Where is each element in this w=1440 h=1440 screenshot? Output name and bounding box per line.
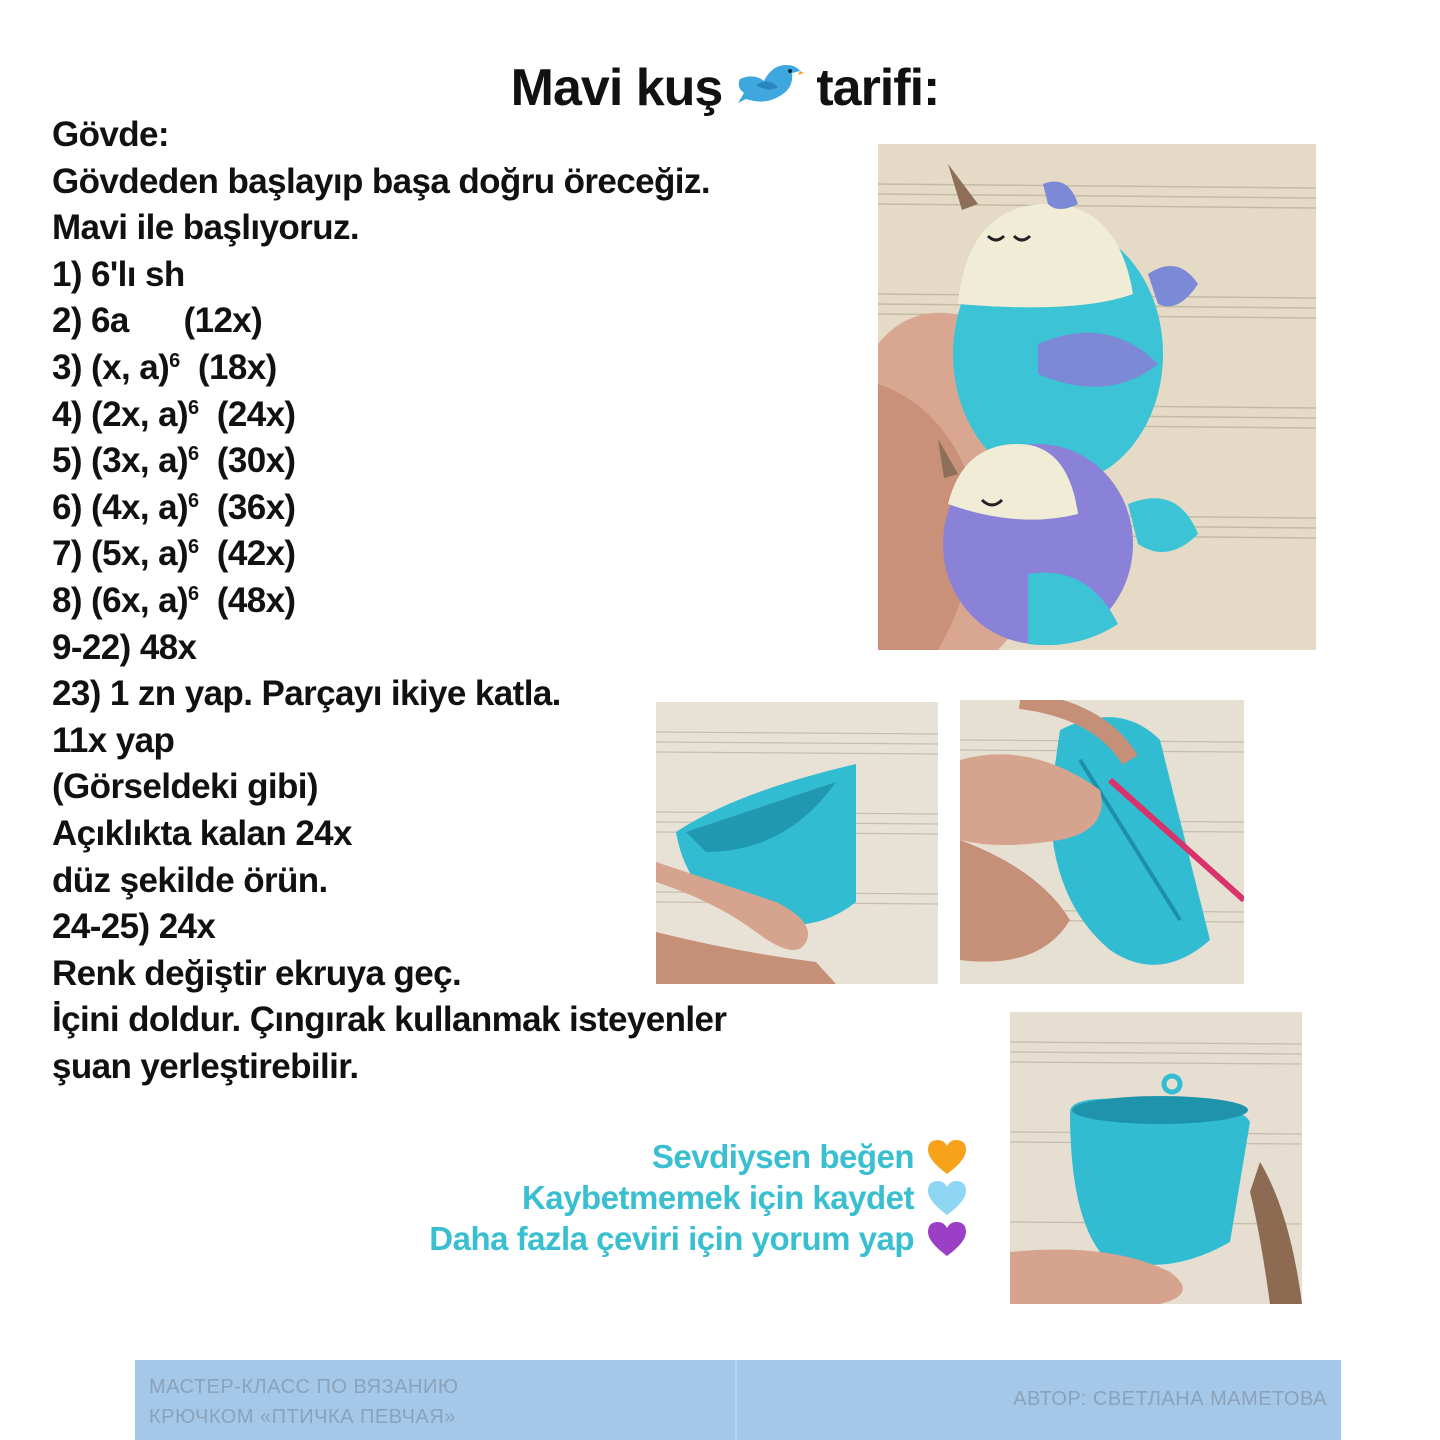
recipe-line: şuan yerleştirebilir. (52, 1046, 359, 1086)
recipe-line: (Görseldeki gibi) (52, 767, 318, 807)
recipe-line: İçini doldur. Çıngırak kullanmak isteyenler (52, 1000, 727, 1040)
recipe-round: 24-25) 24x (52, 907, 216, 947)
title-text-before: Mavi kuş (510, 59, 723, 117)
recipe-line: 23) 1 zn yap. Parçayı ikiye katla. (52, 674, 561, 714)
recipe-line: düz şekilde örün. (52, 860, 328, 900)
recipe-line: Açıklıkta kalan 24x (52, 813, 352, 853)
footer-left-line2: КРЮЧКОМ «ПТИЧКА ПЕВЧАЯ» (149, 1406, 456, 1428)
recipe-round: 7) (5x, a)$^6$ (42x) (52, 534, 296, 574)
recipe-line: Gövdeden başlayıp başa doğru öreceğiz. (52, 161, 710, 201)
recipe-round: 1) 6'lı sh (52, 254, 185, 294)
recipe-heading: Gövde: (52, 115, 169, 154)
title-text-after: tarifi: (816, 59, 940, 117)
blue-heart-icon (926, 1179, 968, 1217)
recipe-round: 3) (x, a)$^6$ (18x) (52, 347, 277, 387)
save-text: Kaybetmemek için kaydet (521, 1179, 914, 1216)
call-to-action (429, 1136, 968, 1259)
save-row (429, 1177, 968, 1218)
like-row (429, 1136, 968, 1177)
footer-author: АВТОР: СВЕТЛАНА МАМЕТОВА (1013, 1388, 1327, 1410)
recipe-line: Renk değiştir ekruya geç. (52, 953, 462, 993)
orange-heart-icon (926, 1138, 968, 1176)
recipe-round: 4) (2x, a)$^6$ (24x) (52, 394, 296, 434)
crochet-step2-photo (960, 700, 1244, 984)
watermark-footer (135, 1360, 1341, 1440)
comment-text: Daha fazla çeviri için yorum yap (429, 1220, 914, 1257)
recipe-round: 9-22) 48x (52, 627, 197, 667)
recipe-line: 11x yap (52, 720, 175, 760)
footer-divider (735, 1360, 737, 1440)
footer-left-line1: МАСТЕР-КЛАСС ПО ВЯЗАНИЮ (149, 1376, 459, 1398)
crochet-step1-photo (656, 702, 938, 984)
recipe-round: 6) (4x, a)$^6$ (36x) (52, 487, 296, 527)
crochet-birds-photo (878, 144, 1316, 650)
comment-row (429, 1218, 968, 1259)
footer-left (149, 1372, 459, 1432)
purple-heart-icon (926, 1220, 968, 1258)
recipe-line: Mavi ile başlıyoruz. (52, 208, 359, 248)
bird-icon (734, 59, 804, 109)
recipe-round: 5) (3x, a)$^6$ (30x) (52, 441, 296, 481)
like-text: Sevdiysen beğen (651, 1138, 914, 1175)
crochet-step3-photo (1010, 1012, 1302, 1304)
recipe-round: 8) (6x, a)$^6$ (48x) (52, 580, 296, 620)
page-title (0, 58, 1440, 118)
recipe-round: 2) 6a (12x) (52, 301, 263, 341)
